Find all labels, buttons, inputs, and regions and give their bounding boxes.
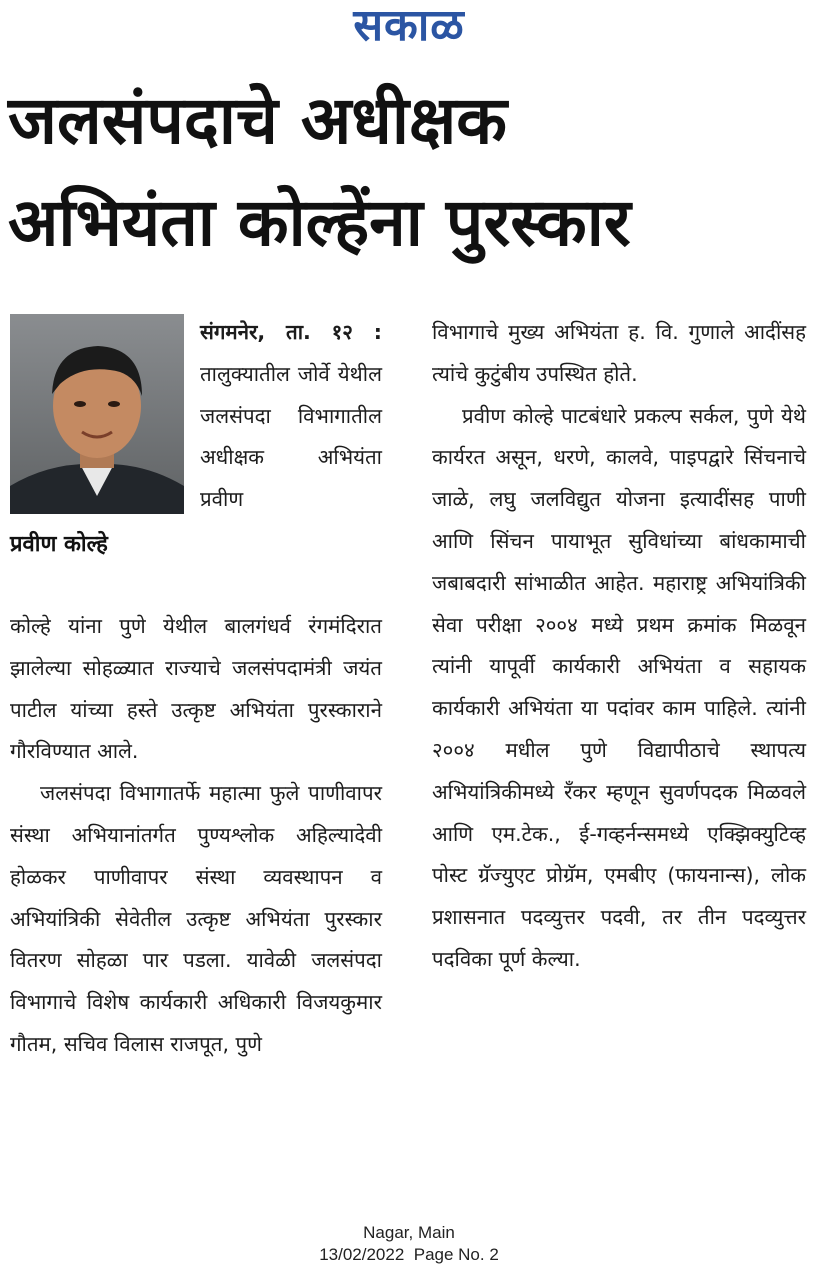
photo-caption: प्रवीण कोल्हे [10,532,108,557]
article-paragraph: विभागाचे मुख्य अभियंता ह. वि. गुणाले आदींसह त्यांचे कुटुंबीय उपस्थित होते. [432,320,806,386]
masthead [0,0,818,52]
headline-line-1: जलसंपदाचे अधीक्षक [8,82,507,159]
article-column-1-top [200,312,382,521]
article-paragraph: जलसंपदा विभागातर्फे महात्मा फुले पाणीवापर संस्था अभियानांतर्गत पुण्यश्लोक अहिल्यादेवी होळकर पाणीवापर संस्था व्यवस्थापन व अभियांत्रिकी सेवेतील उत्कृष्ट अभियंता पुरस्कार वितरण सोहळा पार पडला. यावेळी जलसंपदा विभागाचे विशेष कार्यकारी अधिकारी विजयकुमार गौतम, सचिव विलास राजपूत, पुणे [10,781,382,1056]
headline-line-2: अभियंता कोल्हेंना पुरस्कार [8,184,631,261]
dateline: संगमनेर, ता. १२ : [200,320,382,344]
edition-label: Nagar, Main [363,1223,455,1242]
headline [8,70,810,274]
article-paragraph: कोल्हे यांना पुणे येथील बालगंधर्व रंगमंदिरात झालेल्या सोहळ्यात राज्याचे जलसंपदामंत्री जयंत पाटील यांच्या हस्ते उत्कृष्ट अभियंता पुरस्काराने गौरविण्यात आले. [10,614,382,764]
article-text: तालुक्यातील जोर्वे येथील जलसंपदा विभागातील अधीक्षक अभियंता प्रवीण [200,361,382,512]
date-page-label: 13/02/2022 Page No. 2 [319,1245,499,1264]
newspaper-logo: सकाळ [353,0,465,51]
article-column-2 [432,312,806,981]
portrait-photo [10,314,184,514]
person-portrait-image [10,314,184,514]
article-column-1-bottom [10,606,382,1066]
page-footer [0,1222,818,1266]
article-paragraph: प्रवीण कोल्हे पाटबंधारे प्रकल्प सर्कल, पुणे येथे कार्यरत असून, धरणे, कालवे, पाइपद्वारे सिंचनाचे जाळे, लघु जलविद्युत योजना इत्यादींसह पाणी आणि सिंचन पायाभूत सुविधांच्या बांधकामाची जबाबदारी सांभाळीत आहेत. महाराष्ट्र अभियांत्रिकी सेवा परीक्षा २००४ मध्ये प्रथम क्रमांक मिळवून त्यांनी यापूर्वी कार्यकारी अभियंता व सहायक कार्यकारी अभियंता या पदांवर काम पाहिले. त्यांनी २००४ मधील पुणे विद्यापीठाचे स्थापत्य अभियांत्रिकीमध्ये रँकर म्हणून सुवर्णपदक मिळवले आणि एम.टेक., ई-गव्हर्नन्समध्ये एक्झिक्युटिव्ह पोस्ट ग्रॅज्युएट प्रोग्रॅम, एमबीए (फायनान्स), लोक प्रशासनात पदव्युत्तर पदवी, तर तीन पदव्युत्तर पदविका पूर्ण केल्या. [432,403,806,971]
